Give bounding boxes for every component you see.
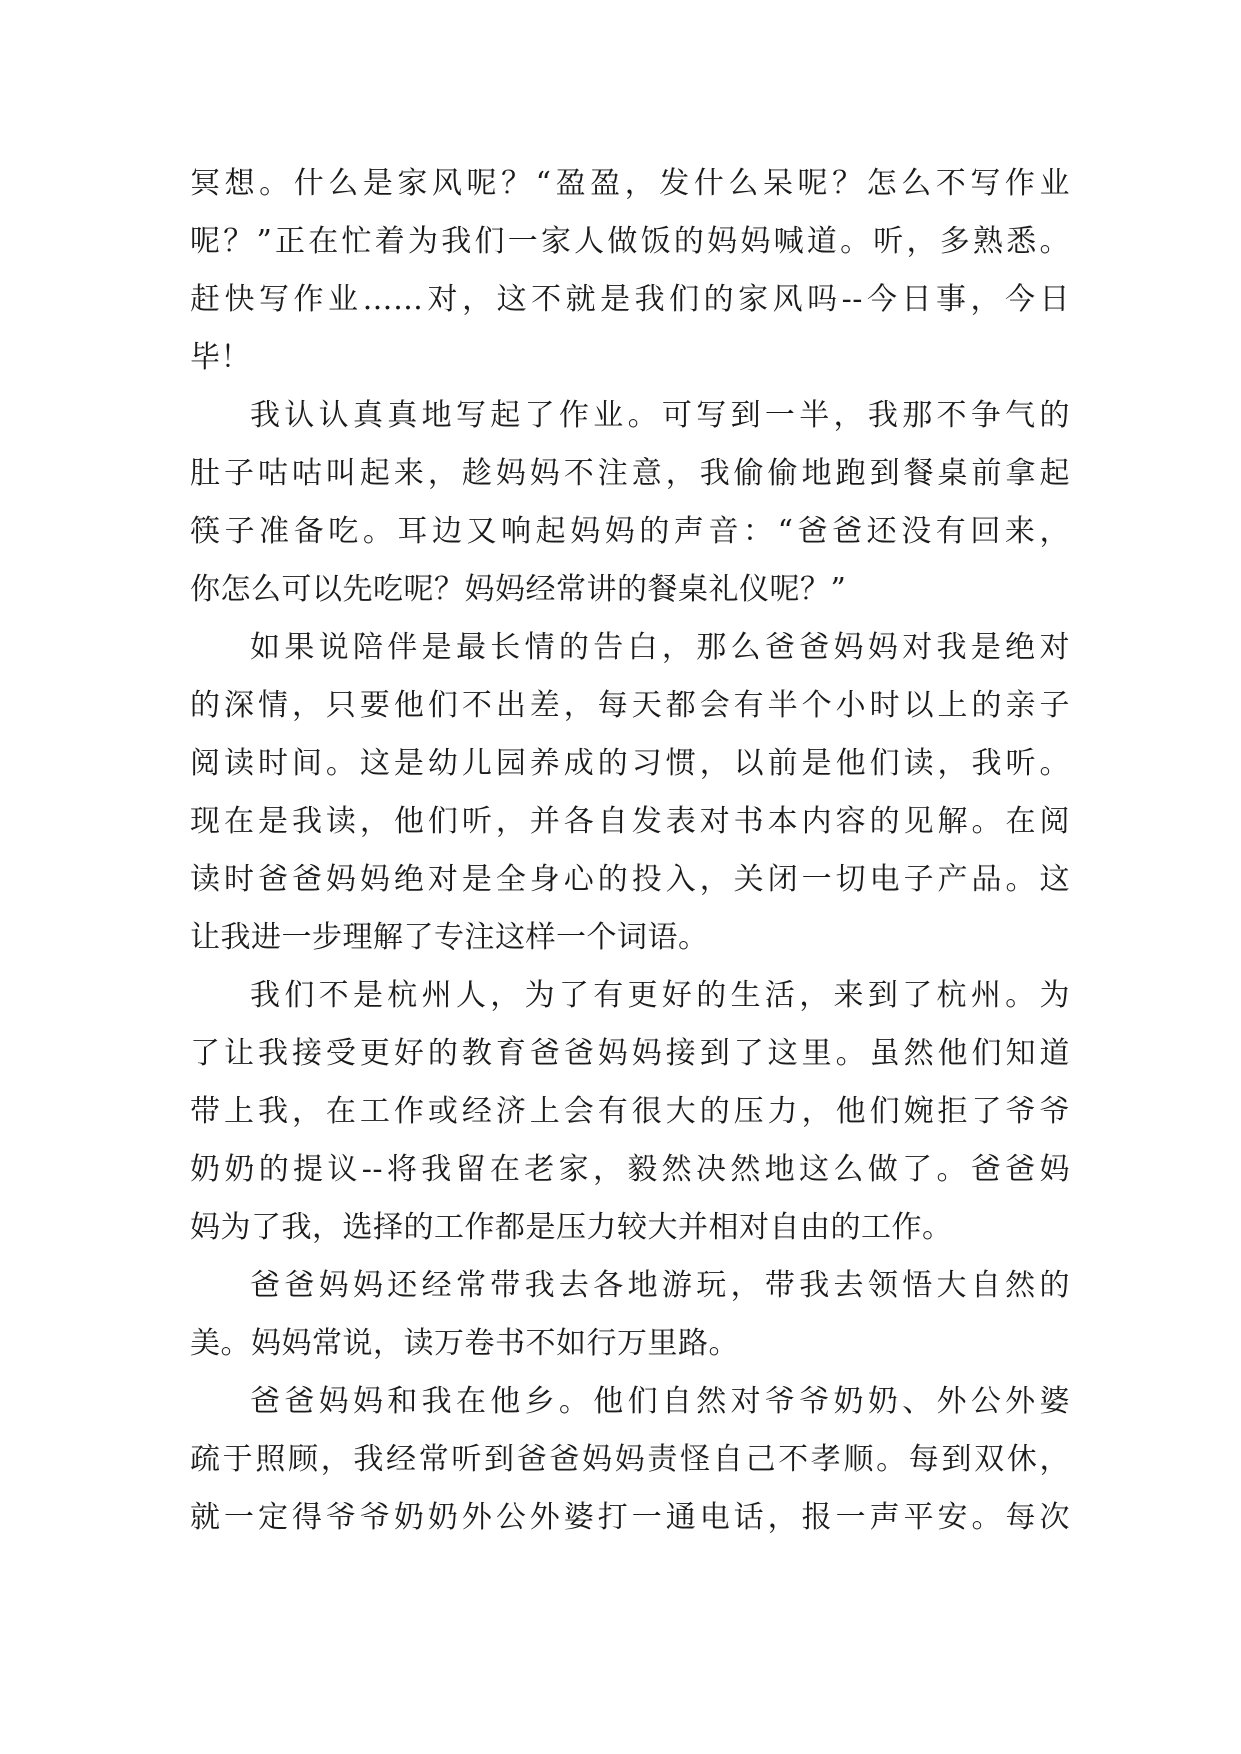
- text-line: 疏于照顾，我经常听到爸爸妈妈责怪自己不孝顺。每到双休，: [190, 1442, 1070, 1477]
- paragraph-2: [190, 387, 1070, 619]
- text-line: 如果说陪伴是最长情的告白，那么爸爸妈妈对我是绝对: [250, 630, 1070, 665]
- text-line: 现在是我读，他们听，并各自发表对书本内容的见解。在阅: [190, 804, 1070, 839]
- text-line: 读时爸爸妈妈绝对是全身心的投入，关闭一切电子产品。这: [190, 862, 1070, 897]
- paragraph-5: [190, 1257, 1070, 1373]
- paragraph-3: [190, 619, 1070, 967]
- text-line: 奶奶的提议--将我留在老家，毅然决然地这么做了。爸爸妈: [190, 1152, 1070, 1187]
- text-line: 呢？”正在忙着为我们一家人做饭的妈妈喊道。听，多熟悉。: [190, 224, 1070, 259]
- document-body: [190, 155, 1070, 1547]
- text-line: 爸爸妈妈还经常带我去各地游玩，带我去领悟大自然的: [250, 1268, 1070, 1303]
- text-line: 你怎么可以先吃呢？妈妈经常讲的餐桌礼仪呢？”: [190, 572, 847, 607]
- text-line: 肚子咕咕叫起来，趁妈妈不注意，我偷偷地跑到餐桌前拿起: [190, 456, 1070, 491]
- text-line: 带上我，在工作或经济上会有很大的压力，他们婉拒了爷爷: [190, 1094, 1070, 1129]
- text-line: 了让我接受更好的教育爸爸妈妈接到了这里。虽然他们知道: [190, 1036, 1070, 1071]
- text-line: 冥想。什么是家风呢？“盈盈，发什么呆呢？怎么不写作业: [190, 166, 1070, 201]
- text-line: 妈为了我，选择的工作都是压力较大并相对自由的工作。: [190, 1210, 953, 1245]
- paragraph-1: [190, 155, 1070, 387]
- text-line: 让我进一步理解了专注这样一个词语。: [190, 920, 709, 955]
- text-line: 毕！: [190, 340, 251, 375]
- text-line: 我认认真真地写起了作业。可写到一半，我那不争气的: [250, 398, 1070, 433]
- text-line: 爸爸妈妈和我在他乡。他们自然对爷爷奶奶、外公外婆: [250, 1384, 1070, 1419]
- text-line: 我们不是杭州人，为了有更好的生活，来到了杭州。为: [250, 978, 1070, 1013]
- text-line: 阅读时间。这是幼儿园养成的习惯，以前是他们读，我听。: [190, 746, 1070, 781]
- text-line: 美。妈妈常说，读万卷书不如行万里路。: [190, 1326, 739, 1361]
- paragraph-6: [190, 1373, 1070, 1547]
- paragraph-4: [190, 967, 1070, 1257]
- text-line: 赶快写作业……对，这不就是我们的家风吗--今日事，今日: [190, 282, 1070, 317]
- text-line: 筷子准备吃。耳边又响起妈妈的声音：“爸爸还没有回来，: [190, 514, 1070, 549]
- text-line: 的深情，只要他们不出差，每天都会有半个小时以上的亲子: [190, 688, 1070, 723]
- text-line: 就一定得爷爷奶奶外公外婆打一通电话，报一声平安。每次: [190, 1500, 1070, 1535]
